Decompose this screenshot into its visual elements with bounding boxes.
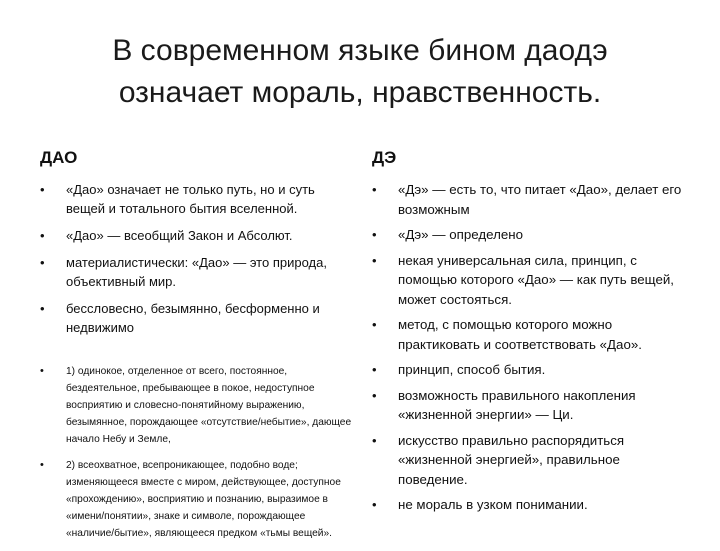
de-bullet-1: • «Дэ» — есть то, что питает «Дао», делает его возможным [372, 180, 692, 219]
de-column [372, 148, 692, 521]
dao-bullet-4: • бессловесно, безымянно, бесформенно и недвижимо [40, 299, 352, 337]
slide-title [0, 30, 720, 114]
dao-detail-1: • 1) одинокое, отделенное от всего, постоянное, бездеятельное, пребывающее в покое, недоступное восприятию и словесно-понятийному выражению, безымянное, порождающее «отсутствие/небытие», дающее начало Небу и Земле, [40, 363, 352, 448]
de-bullet-list [372, 180, 692, 515]
dao-heading: ДАО [40, 148, 78, 167]
dao-bullet-2: • «Дао» — всеобщий Закон и Абсолют. [40, 226, 352, 245]
dao-detail-2: • 2) всеохватное, всепроникающее, подобно воде; изменяющееся вместе с миром, действующее, доступное «прохождению», восприятию и познанию, выразимое в «имени/понятии», знаке и символе, порождающее «наличие/бытие», являющееся предком «тьмы вещей». [40, 457, 352, 542]
de-bullet-4: • метод, с помощью которого можно практиковать и соответствовать «Дао». [372, 315, 692, 354]
de-bullet-2: • «Дэ» — определено [372, 225, 692, 245]
de-bullet-3: • некая универсальная сила, принцип, с помощью которого «Дао» — как путь вещей, может состояться. [372, 251, 692, 310]
dao-bullet-1: • «Дао» означает не только путь, но и суть вещей и тотального бытия вселенной. [40, 180, 352, 218]
de-bullet-6: • возможность правильного накопления «жизненной энергии» — Ци. [372, 386, 692, 425]
de-bullet-5: • принцип, способ бытия. [372, 360, 692, 380]
dao-bullet-3: • материалистически: «Дао» — это природа, объективный мир. [40, 253, 352, 291]
dao-column [40, 148, 352, 551]
de-bullet-7: • искусство правильно распорядиться «жизненной энергией», правильное поведение. [372, 431, 692, 490]
de-heading: ДЭ [372, 148, 397, 167]
slide-title-line-1: В современном языке бином даодэ [112, 34, 608, 67]
dao-bullet-list [40, 180, 352, 542]
slide-title-line-2: означает мораль, нравственность. [118, 76, 602, 109]
de-bullet-8: • не мораль в узком понимании. [372, 495, 692, 515]
